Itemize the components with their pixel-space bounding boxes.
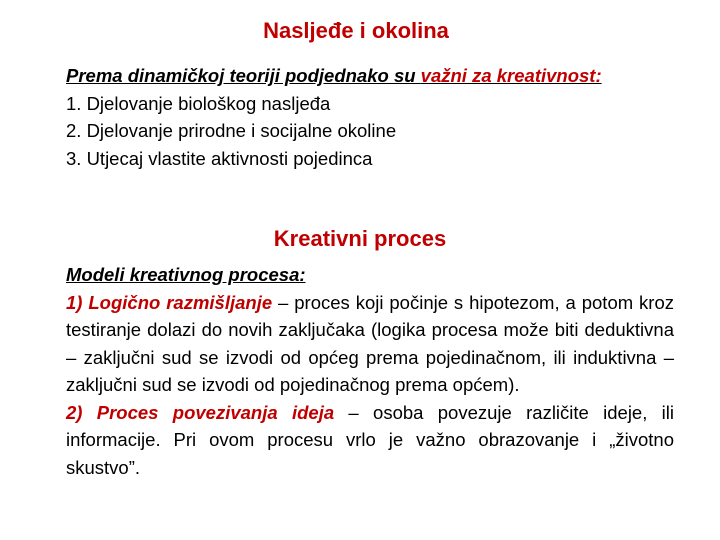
list-item: 1. Djelovanje biološkog nasljeđa	[66, 92, 331, 114]
heredity-intro	[66, 62, 674, 90]
heredity-section	[66, 62, 674, 172]
heredity-intro-highlight: važni za kreativnost:	[420, 65, 602, 86]
section-title-creative-process: Kreativni proces	[273, 226, 447, 251]
list-item: 2. Djelovanje prirodne i socijalne okoline	[66, 120, 397, 141]
list-item: 3. Utjecaj vlastite aktivnosti pojedinca	[66, 147, 373, 169]
point-idea-linking	[66, 399, 674, 482]
point2-text: – osoba povezuje različite ideje, ili informacije. Pri ovom procesu vrlo je važno obrazovanje i „životno skustvo”.	[66, 401, 674, 478]
point2-term: 2) Proces povezivanja ideja	[66, 401, 335, 423]
creative-process-section	[66, 261, 674, 481]
point1-text: – proces koji počinje s hipotezom, a potom kroz testiranje dolazi do novih zaključaka (logika procesa može biti deduktivna – zaključni sud se izvodi od općeg prema pojedinačnom, ili induktivna – zaključni sud se izvodi od pojedinačnog prema općem).	[66, 291, 675, 395]
section-title-heredity: Nasljeđe i okolina	[263, 18, 449, 43]
point-logical-thinking	[66, 289, 674, 399]
point1-term: 1) Logično razmišljanje	[66, 291, 273, 313]
models-intro: Modeli kreativnog procesa:	[66, 264, 306, 285]
heredity-intro-text: Prema dinamičkoj teoriji podjednako su	[66, 65, 421, 86]
